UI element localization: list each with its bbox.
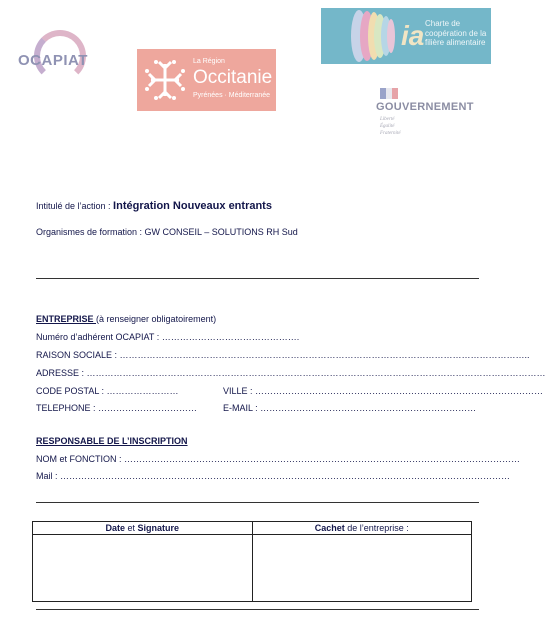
ville-field[interactable]: VILLE : …………………………………………………………………………………… <box>223 386 544 396</box>
charte-ia-mark: ia <box>401 20 425 51</box>
action-label: Intitulé de l’action : <box>36 201 114 211</box>
separator-top <box>36 278 479 279</box>
occitanie-region-label: La Région <box>193 58 225 65</box>
email-field[interactable]: E-MAIL : ……………………………………………………………… <box>223 403 477 413</box>
marianne-flag-icon <box>380 88 398 99</box>
date-signature-header: Date et Signature <box>33 522 253 535</box>
charte-stripes-icon <box>337 8 407 64</box>
entreprise-heading: ENTREPRISE <box>36 314 97 324</box>
entreprise-heading-line <box>36 314 216 324</box>
charte-text: Charte de coopération de la filière alimentaire <box>425 19 487 47</box>
code-postal-field[interactable]: CODE POSTAL : …………………… <box>36 386 179 396</box>
gouvernement-title: GOUVERNEMENT <box>376 101 474 113</box>
action-line <box>36 200 272 212</box>
raison-sociale-field[interactable]: RAISON SOCIALE : ……………………………………………………………………………………………………………………….. <box>36 350 530 360</box>
occitanie-subtitle: Pyrénées · Méditerranée <box>193 92 271 99</box>
organismes-line: Organismes de formation : GW CONSEIL – SOLUTIONS RH Sud <box>36 227 298 237</box>
occitan-cross-icon <box>145 58 185 102</box>
occitanie-name: Occitanie <box>193 67 273 88</box>
separator-bottom <box>36 609 479 610</box>
cachet-box[interactable] <box>252 535 472 602</box>
separator-middle <box>36 502 479 503</box>
action-title: Intégration Nouveaux entrants <box>113 200 272 212</box>
telephone-field[interactable]: TELEPHONE : …………………………… <box>36 403 198 413</box>
ocapiat-logo-text: OCAPIAT <box>18 52 88 69</box>
nom-fonction-field[interactable]: NOM et FONCTION : …………………………………………………………………………………………………………………… <box>36 454 521 464</box>
occitanie-logo <box>137 49 276 111</box>
cachet-header: Cachet de l’entreprise : <box>252 522 472 535</box>
entreprise-heading-note: (à renseigner obligatoirement) <box>96 314 217 324</box>
mail-field[interactable]: Mail : …………………………………………………………………………………………………………………………………… <box>36 471 511 481</box>
gouvernement-logo <box>376 88 486 140</box>
numero-adherent-field[interactable]: Numéro d’adhérent OCAPIAT : ………………………………………. <box>36 332 300 342</box>
gouvernement-motto: Liberté Égalité Fraternité <box>380 117 401 136</box>
adresse-field[interactable]: ADRESSE : ……………………………………………………………………………………………………………………………………… <box>36 368 546 378</box>
responsable-heading: RESPONSABLE DE L’INSCRIPTION <box>36 436 188 446</box>
signature-table <box>32 521 472 602</box>
signature-box[interactable] <box>33 535 253 602</box>
ocapiat-logo <box>18 30 102 94</box>
charte-logo <box>321 8 491 64</box>
